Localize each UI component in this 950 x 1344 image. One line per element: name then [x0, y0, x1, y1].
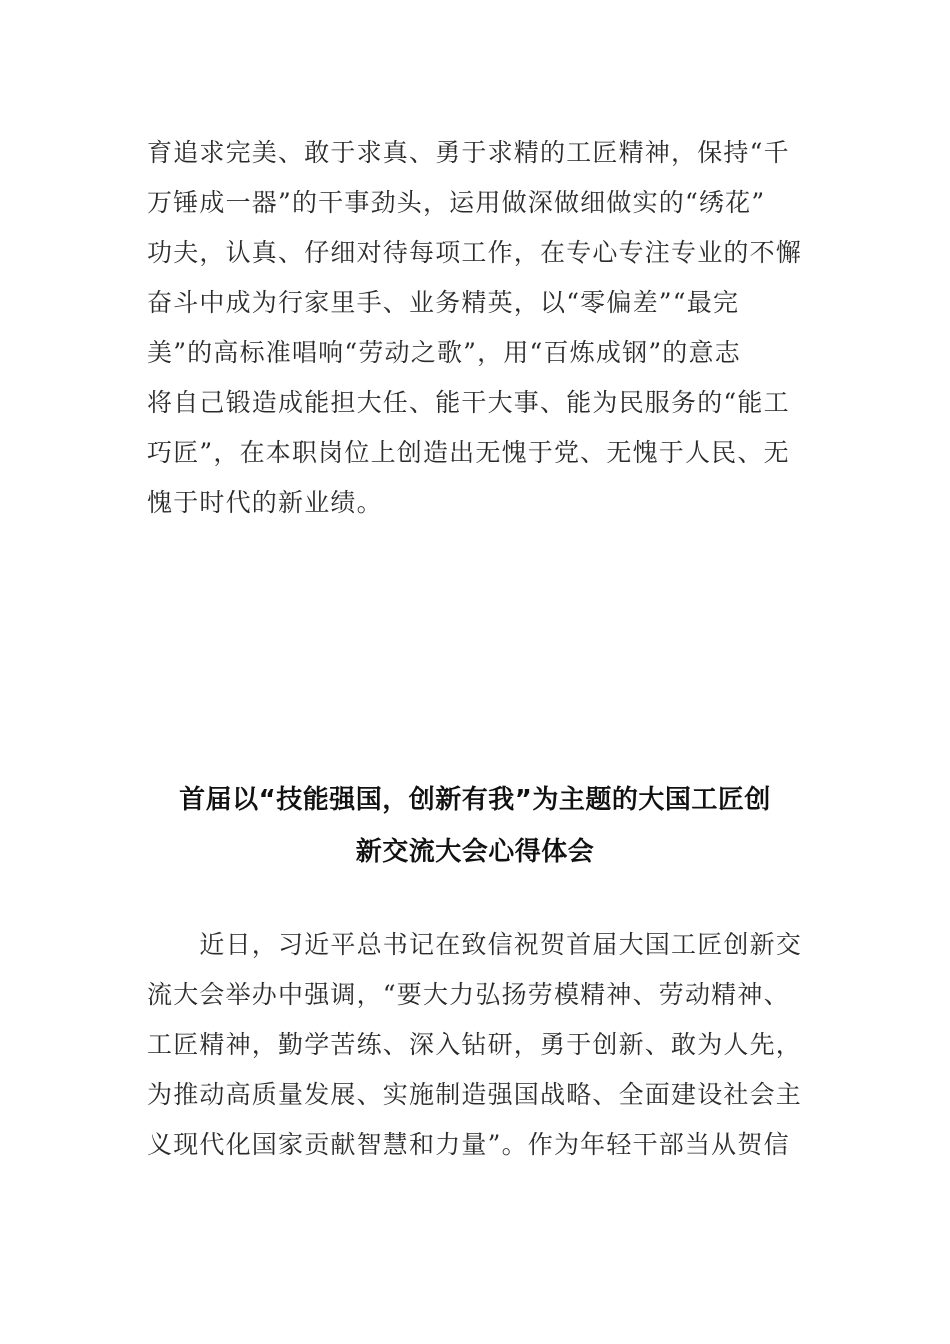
paragraph-line: 近日，习近平总书记在致信祝贺首届大国工匠创新交	[147, 930, 803, 959]
paragraph-line: 万锤成一器”的干事劲头，运用做深做细做实的“绣花”	[147, 188, 766, 217]
title-line: 新交流大会心得体会	[355, 837, 595, 867]
paragraph-line: 义现代化国家贡献智慧和力量”。作为年轻干部当从贺信	[147, 1130, 790, 1159]
paragraph-line: 愧于时代的新业绩。	[147, 488, 383, 517]
paragraph-line: 巧匠”，在本职岗位上创造出无愧于党、无愧于人民、无	[147, 438, 790, 467]
paragraph-line: 将自己锻造成能担大任、能干大事、能为民服务的“能工	[147, 388, 790, 417]
paragraph-line: 功夫，认真、仔细对待每项工作，在专心专注专业的不懈	[147, 238, 803, 267]
upper-paragraph	[147, 138, 807, 538]
title-line: 首届以“技能强国，创新有我”为主题的大国工匠创	[179, 785, 771, 815]
paragraph-line: 奋斗中成为行家里手、业务精英，以“零偏差”“最完	[147, 288, 740, 317]
paragraph-line: 流大会举办中强调，“要大力弘扬劳模精神、劳动精神、	[147, 980, 790, 1009]
paragraph-line: 为推动高质量发展、实施制造强国战略、全面建设社会主	[147, 1080, 803, 1109]
paragraph-line: 育追求完美、敢于求真、勇于求精的工匠精神，保持“千	[147, 138, 790, 167]
paragraph-line: 工匠精神，勤学苦练、深入钻研，勇于创新、敢为人先，	[147, 1030, 803, 1059]
body-paragraph	[147, 930, 807, 1180]
article-title	[140, 785, 810, 889]
paragraph-line: 美”的高标准唱响“劳动之歌”，用“百炼成钢”的意志	[147, 338, 741, 367]
